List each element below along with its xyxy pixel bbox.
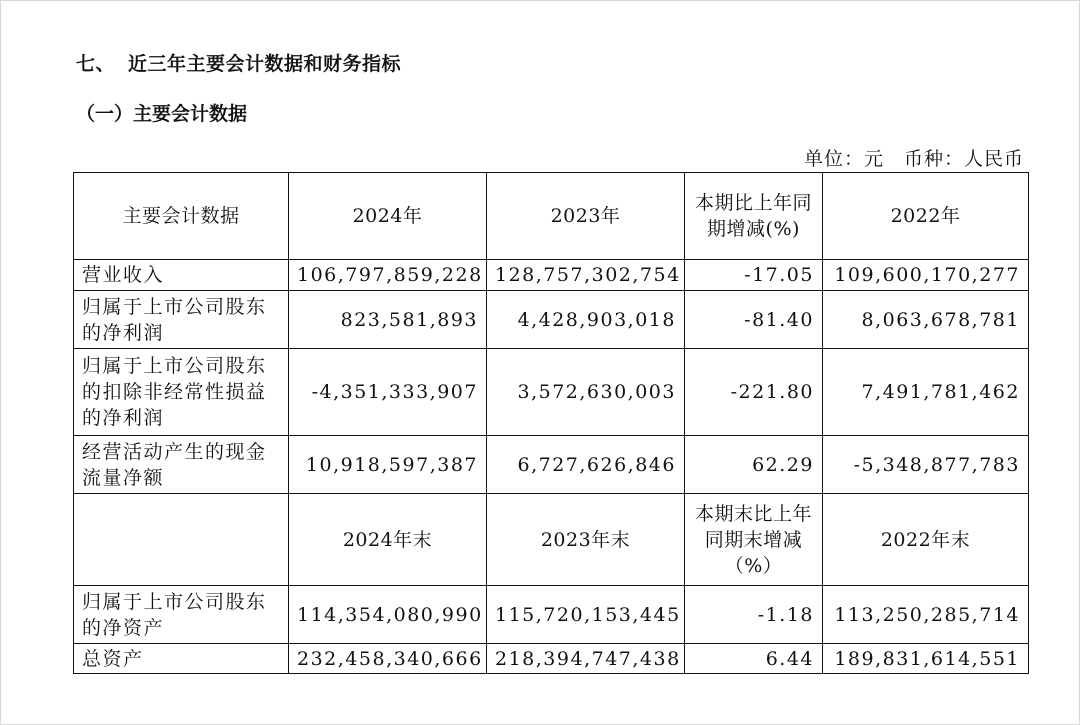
- header-cell: 本期比上年同期增减(%): [685, 173, 823, 260]
- value-cell: -4,351,333,907: [289, 349, 487, 436]
- value-cell: 106,797,859,228: [289, 260, 487, 291]
- value-cell: 823,581,893: [289, 291, 487, 349]
- row-label: 营业收入: [74, 260, 289, 291]
- value-cell: 6,727,626,846: [487, 436, 685, 494]
- value-cell: -1.18: [685, 586, 823, 644]
- header-cell: 主要会计数据: [74, 173, 289, 260]
- value-cell: 128,757,302,754: [487, 260, 685, 291]
- table-row: [74, 260, 1029, 291]
- header-cell: 2023年末: [487, 494, 685, 586]
- row-label: 归属于上市公司股东的净利润: [74, 291, 289, 349]
- value-cell: -17.05: [685, 260, 823, 291]
- header-cell: 本期末比上年同期末增减（%）: [685, 494, 823, 586]
- header-cell: 2022年: [823, 173, 1029, 260]
- subsection-heading: （一）主要会计数据: [76, 103, 248, 125]
- value-cell: 4,428,903,018: [487, 291, 685, 349]
- value-cell: 109,600,170,277: [823, 260, 1029, 291]
- unit-currency-note: 单位：元 币种：人民币: [803, 148, 1024, 170]
- row-label: 归属于上市公司股东的扣除非经常性损益的净利润: [74, 349, 289, 436]
- header-cell: [74, 494, 289, 586]
- header-cell: 2024年末: [289, 494, 487, 586]
- header-cell: 2023年: [487, 173, 685, 260]
- value-cell: -5,348,877,783: [823, 436, 1029, 494]
- value-cell: 189,831,614,551: [823, 644, 1029, 674]
- value-cell: 115,720,153,445: [487, 586, 685, 644]
- value-cell: 3,572,630,003: [487, 349, 685, 436]
- value-cell: 114,354,080,990: [289, 586, 487, 644]
- table-row: [74, 349, 1029, 436]
- header-cell: 2024年: [289, 173, 487, 260]
- value-cell: 113,250,285,714: [823, 586, 1029, 644]
- value-cell: 6.44: [685, 644, 823, 674]
- value-cell: -221.80: [685, 349, 823, 436]
- table-row: [74, 644, 1029, 674]
- value-cell: 232,458,340,666: [289, 644, 487, 674]
- value-cell: 7,491,781,462: [823, 349, 1029, 436]
- section-number: 七、: [76, 53, 116, 75]
- value-cell: 10,918,597,387: [289, 436, 487, 494]
- table-row: [74, 291, 1029, 349]
- accounting-data-table: [73, 172, 1029, 674]
- table-header-row: [74, 173, 1029, 260]
- section-title: 近三年主要会计数据和财务指标: [128, 53, 402, 75]
- value-cell: 8,063,678,781: [823, 291, 1029, 349]
- row-label: 经营活动产生的现金流量净额: [74, 436, 289, 494]
- value-cell: 218,394,747,438: [487, 644, 685, 674]
- table-row: [74, 586, 1029, 644]
- table-header-row: [74, 494, 1029, 586]
- header-cell: 2022年末: [823, 494, 1029, 586]
- value-cell: -81.40: [685, 291, 823, 349]
- row-label: 归属于上市公司股东的净资产: [74, 586, 289, 644]
- table-row: [74, 436, 1029, 494]
- value-cell: 62.29: [685, 436, 823, 494]
- section-heading: [76, 49, 401, 76]
- row-label: 总资产: [74, 644, 289, 674]
